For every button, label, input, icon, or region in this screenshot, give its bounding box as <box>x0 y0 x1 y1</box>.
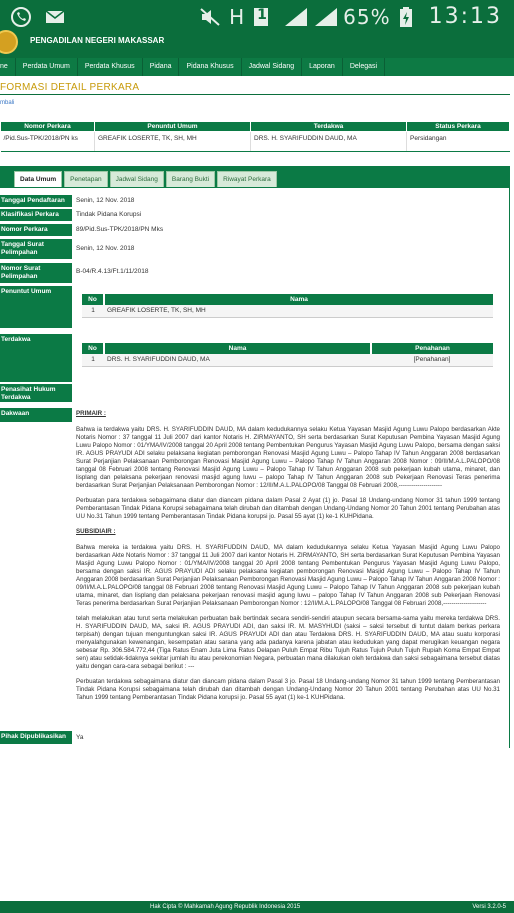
subsidiair-paragraph-3: Perbuatan terdakwa sebagaimana diatur dan diancam pidana dalam Pasal 3 jo. Pasal 18 Undang-undang Nomor 31 tahun 1999 tentang Pemberantasan Tindak Pidana Korupsi sebagaimana telah dirubah dan ditambah dengan Undang-Undang Nomor 20 Tahun 2001 tentang Perubahan atas UU No.31 Tahun 1999 tentang Pemberantasan Tindak Pidana korupsi jo. Pasal 55 ayat (1) ke-1 KUHPidana. <box>76 678 500 701</box>
page-title: FORMASI DETAIL PERKARA <box>0 82 140 93</box>
sim-icon <box>253 6 275 28</box>
footer <box>0 901 514 913</box>
sim-number: 1 <box>257 6 267 23</box>
mail-icon <box>44 6 66 28</box>
label-dakwaan: Dakwaan <box>0 408 72 422</box>
label-terdakwa: Terdakwa <box>0 334 72 382</box>
subsidiair-paragraph-2: telah melakukan atau turut serta melakukan perbuatan baik bertindak secara sendiri-sendiri ataupun secara bersama-sama yaitu mereka terdakwa DRS. H. SYARIFUDDIN DAUD, MA, saksi IR. AGUS PRAYUDI ADI, dan saksi IR. M. MASYHUDI (saksi – saksi tersebut di tuntut dalam berkas perkara terpisah) dengan tujuan menguntungkan saksi IR. AGUS PRAYUDI ADI dan atau Terdakwa DRS. H. SYARIFUDDIN DAUD, MA atau suatu korporasi menyalahgunakan kewenangan, kesempatan atau sarana yang ada padanya karena jabatan atau kedudukan yang dapat merugikan keuangan negara sebesar Rp. 306.584.772,44 (Tiga Ratus Enam Juta Lima Ratus Delapan Puluh Empat Ribu Tujuh Ratus Tujuh Puluh Tujuh Rupiah Koma Empat Empat sen) atau setidak-tidaknya sekitar jumlah itu atau perekonomian Negara, perbuatan mana dilakukan oleh terdakwa dan saksi sebagaimana tersebut diatas yaitu dengan cara-cara sebagai berikut : --- <box>76 615 500 670</box>
col-no: No <box>82 343 104 354</box>
table-row <box>82 354 493 366</box>
nav-home[interactable]: ne <box>0 58 16 76</box>
tab-barang-bukti[interactable]: Barang Bukti <box>166 171 215 187</box>
tab-riwayat-perkara[interactable]: Riwayat Perkara <box>217 171 277 187</box>
col-status-perkara: Status Perkara <box>407 122 510 132</box>
col-penuntut-umum: Penuntut Umum <box>95 122 251 132</box>
col-penahanan: Penahanan <box>371 343 493 354</box>
battery-percent: 65% <box>343 4 391 29</box>
signal-icon <box>283 6 305 28</box>
label-nomor-perkara: Nomor Perkara <box>0 224 72 236</box>
nav-delegasi[interactable]: Delegasi <box>343 58 385 76</box>
cell-nama: GREAFIK LOSERTE, TK, SH, MH <box>104 305 493 317</box>
site-header <box>0 34 514 58</box>
nav-jadwal-sidang[interactable]: Jadwal Sidang <box>242 58 303 76</box>
col-nama: Nama <box>104 294 493 305</box>
table-row[interactable] <box>1 132 510 152</box>
back-link[interactable]: mbali <box>0 100 15 106</box>
subsidiair-paragraph-1: Bahwa mereka ia terdakwa yaitu DRS. H. SYARIFUDDIN DAUD, MA dalam kedudukannya selaku Ketua Yayasan Masjid Agung Luwu Palopo berdasarkan Akte Notaris Nomor : 37 tanggal 11 Juli 2007 dari kantor Notaris H. ZIRMAYANTO, SH serta berdasarkan Surat Keputusan Pembina Yayasan Masjid Agung Luwu Palopo Nomor : 01/YMA/IV/2008 tanggal 20 April 2008 tentang Pembentukan Pengurus Yayasan Masjid Agung Luwu Palopo, bersama dengan saksi IR. AGUS PRAYUDI ADI selaku pelaksana kegiatan pemborongan Renovasi Masjid Agung Luwu – Palopo Tahap IV Tahun Anggaran 2008 berdasarkan Surat Perjanjian Pelaksanaan Pemborongan Renovasi Masjid Agung Luwu – Palopo Tahap IV Tahun Anggaran 2008 Nomor : 09/II/M.A.L.PALOPO/08 tanggal 08 Februari 2008 tentang Renovasi Masjid Agung Luwu – Palopo Tahap IV Tahun Anggaran 2008 sub pekerjaan kubah utama, minaret, dan lisplang dan pelaksana pekerjaan renovasi masjid agung luwu – palopo Tahap IV Tahun Anggaran 2008 sub Pekerjaan Renovasi Teras penerima berdasarkan Surat Perjanjian Pelaksanaan Pemborongan Nomor : 12/II/M.A.L.PALOPO/08 Tanggal 08 Februari 2008,--------------------- <box>76 544 500 607</box>
terdakwa-table <box>82 343 493 367</box>
label-nomor-surat: Nomor Surat Pelimpahan <box>0 263 72 283</box>
cell-terdakwa: DRS. H. SYARIFUDDIN DAUD, MA <box>251 132 407 152</box>
cell-nomor: /Pid.Sus-TPK/2018/PN ks <box>1 132 95 152</box>
title-divider <box>0 94 510 95</box>
label-klasifikasi: Klasifikasi Perkara <box>0 209 72 221</box>
signal-icon-2 <box>313 6 335 28</box>
cell-no: 1 <box>82 305 104 317</box>
nav-pidana-khusus[interactable]: Pidana Khusus <box>179 58 241 76</box>
copyright-text: Hak Cipta © Mahkamah Agung Republik Indonesia 2015 <box>150 904 301 910</box>
network-type: H <box>229 4 246 29</box>
tab-jadwal-sidang[interactable]: Jadwal Sidang <box>110 171 164 187</box>
nav-perdata-umum[interactable]: Perdata Umum <box>16 58 78 76</box>
value-pihak-dipublikasikan: Ya <box>76 734 84 741</box>
value-klasifikasi: Tindak Pidana Korupsi <box>76 211 142 218</box>
col-nomor-perkara: Nomor Perkara <box>1 122 95 132</box>
subsidiair-heading: SUBSIDIAIR : <box>76 528 116 535</box>
col-nama: Nama <box>104 343 371 354</box>
value-nomor-perkara: 89/Pid.Sus-TPK/2018/PN Mks <box>76 226 164 233</box>
tab-penetapan[interactable]: Penetapan <box>64 171 107 187</box>
label-pihak-dipublikasikan: Pihak Dipublikasikan <box>0 731 72 744</box>
col-no: No <box>82 294 104 305</box>
primair-paragraph-2: Perbuatan para terdakwa sebagaimana diatur dan diancam pidana dalam Pasal 2 Ayat (1) jo. Pasal 18 Undang-undang Nomor 31 tahun 1999 tentang Pemberantasan Tindak Pidana Korupsi sebagaimana telah dirubah dan ditambah dengan Undang-Undang Nomor 20 Tahun 2001 tentang Perubahan atas UU No.31 Tahun 1999 tentang Pemberantasan Tindak Pidana korupsi jo. Pasal 55 ayat (1) ke-1 KUHPidana. <box>76 497 500 520</box>
battery-charging-icon <box>399 6 421 28</box>
primair-heading: PRIMAIR : <box>76 410 106 417</box>
cell-status: Persidangan <box>407 132 510 152</box>
main-nav <box>0 58 514 76</box>
penuntut-table <box>82 294 493 318</box>
cell-no: 1 <box>82 354 104 366</box>
value-nomor-surat: B-04/R.4.13/Ft.1/11/2018 <box>76 268 149 275</box>
status-bar <box>0 0 514 34</box>
penahanan-link[interactable]: [Penahanan] <box>371 354 493 366</box>
case-summary-table <box>0 121 510 152</box>
value-tanggal-pendaftaran: Senin, 12 Nov. 2018 <box>76 197 135 204</box>
label-penuntut-umum: Penuntut Umum <box>0 286 72 328</box>
table-row <box>82 305 493 317</box>
value-tanggal-surat: Senin, 12 Nov. 2018 <box>76 245 135 252</box>
court-logo-icon <box>0 30 18 54</box>
nav-laporan[interactable]: Laporan <box>302 58 343 76</box>
clock: 13:13 <box>428 4 502 29</box>
col-terdakwa: Terdakwa <box>251 122 407 132</box>
whatsapp-icon <box>10 6 32 28</box>
site-name: PENGADILAN NEGERI MAKASSAR <box>30 36 165 45</box>
version-text: Versi 3.2.0-5 <box>472 904 506 910</box>
cell-nama: DRS. H. SYARIFUDDIN DAUD, MA <box>104 354 371 366</box>
tab-bar <box>0 166 510 188</box>
label-penasihat-hukum: Penasihat Hukum Terdakwa <box>0 384 72 402</box>
mute-icon <box>199 6 221 28</box>
label-tanggal-pendaftaran: Tanggal Pendaftaran <box>0 195 72 207</box>
detail-panel <box>0 188 510 748</box>
cell-penuntut: GREAFIK LOSERTE, TK, SH, MH <box>95 132 251 152</box>
nav-perdata-khusus[interactable]: Perdata Khusus <box>78 58 143 76</box>
nav-pidana[interactable]: Pidana <box>143 58 180 76</box>
primair-paragraph-1: Bahwa ia terdakwa yaitu DRS. H. SYARIFUDDIN DAUD, MA dalam kedudukannya selaku Ketua Yayasan Masjid Agung Luwu Palopo berdasarkan Akte Notaris Nomor : 37 tanggal 11 Juli 2007 dari kantor Notaris H. ZIRMAYANTO, SH serta berdasarkan Surat Keputusan Pembina Yayasan Masjid Agung Luwu Palopo Nomor : 01/YMA/IV/2008 tanggal 20 April 2008 tentang Pembentukan Pengurus Yayasan Masjid Agung Luwu Palopo, bersama dengan saksi IR. AGUS PRAYUDI ADI selaku pelaksana kegiatan pemborongan Renovasi Masjid Agung Luwu – Palopo Tahap IV Tahun Anggaran 2008 berdasarkan Surat Perjanjian Pelaksanaan Pemborongan Renovasi Masjid Agung Luwu – Palopo Tahap IV Tahun Anggaran 2008 Nomor : 09/II/M.A.L.PALOPO/08 tanggal 08 Februari 2008 tentang Renovasi Masjid Agung Luwu – Palopo Tahap IV Tahun Anggaran 2008 sub pekerjaan kubah utama, minaret, dan lisplang dan pelaksana pekerjaan renovasi masjid agung luwu – palopo Tahap IV Tahun Anggaran 2008 sub Pekerjaan Renovasi Teras penerima berdasarkan Surat Perjanjian Pelaksanaan Pemborongan Nomor : 12/II/M.A.L.PALOPO/08 Tanggal 08 Februari 2008,--------------------- <box>76 426 500 489</box>
tab-data-umum[interactable]: Data Umum <box>14 171 62 187</box>
dakwaan-text <box>76 410 500 709</box>
label-tanggal-surat: Tanggal Surat Pelimpahan <box>0 239 72 259</box>
